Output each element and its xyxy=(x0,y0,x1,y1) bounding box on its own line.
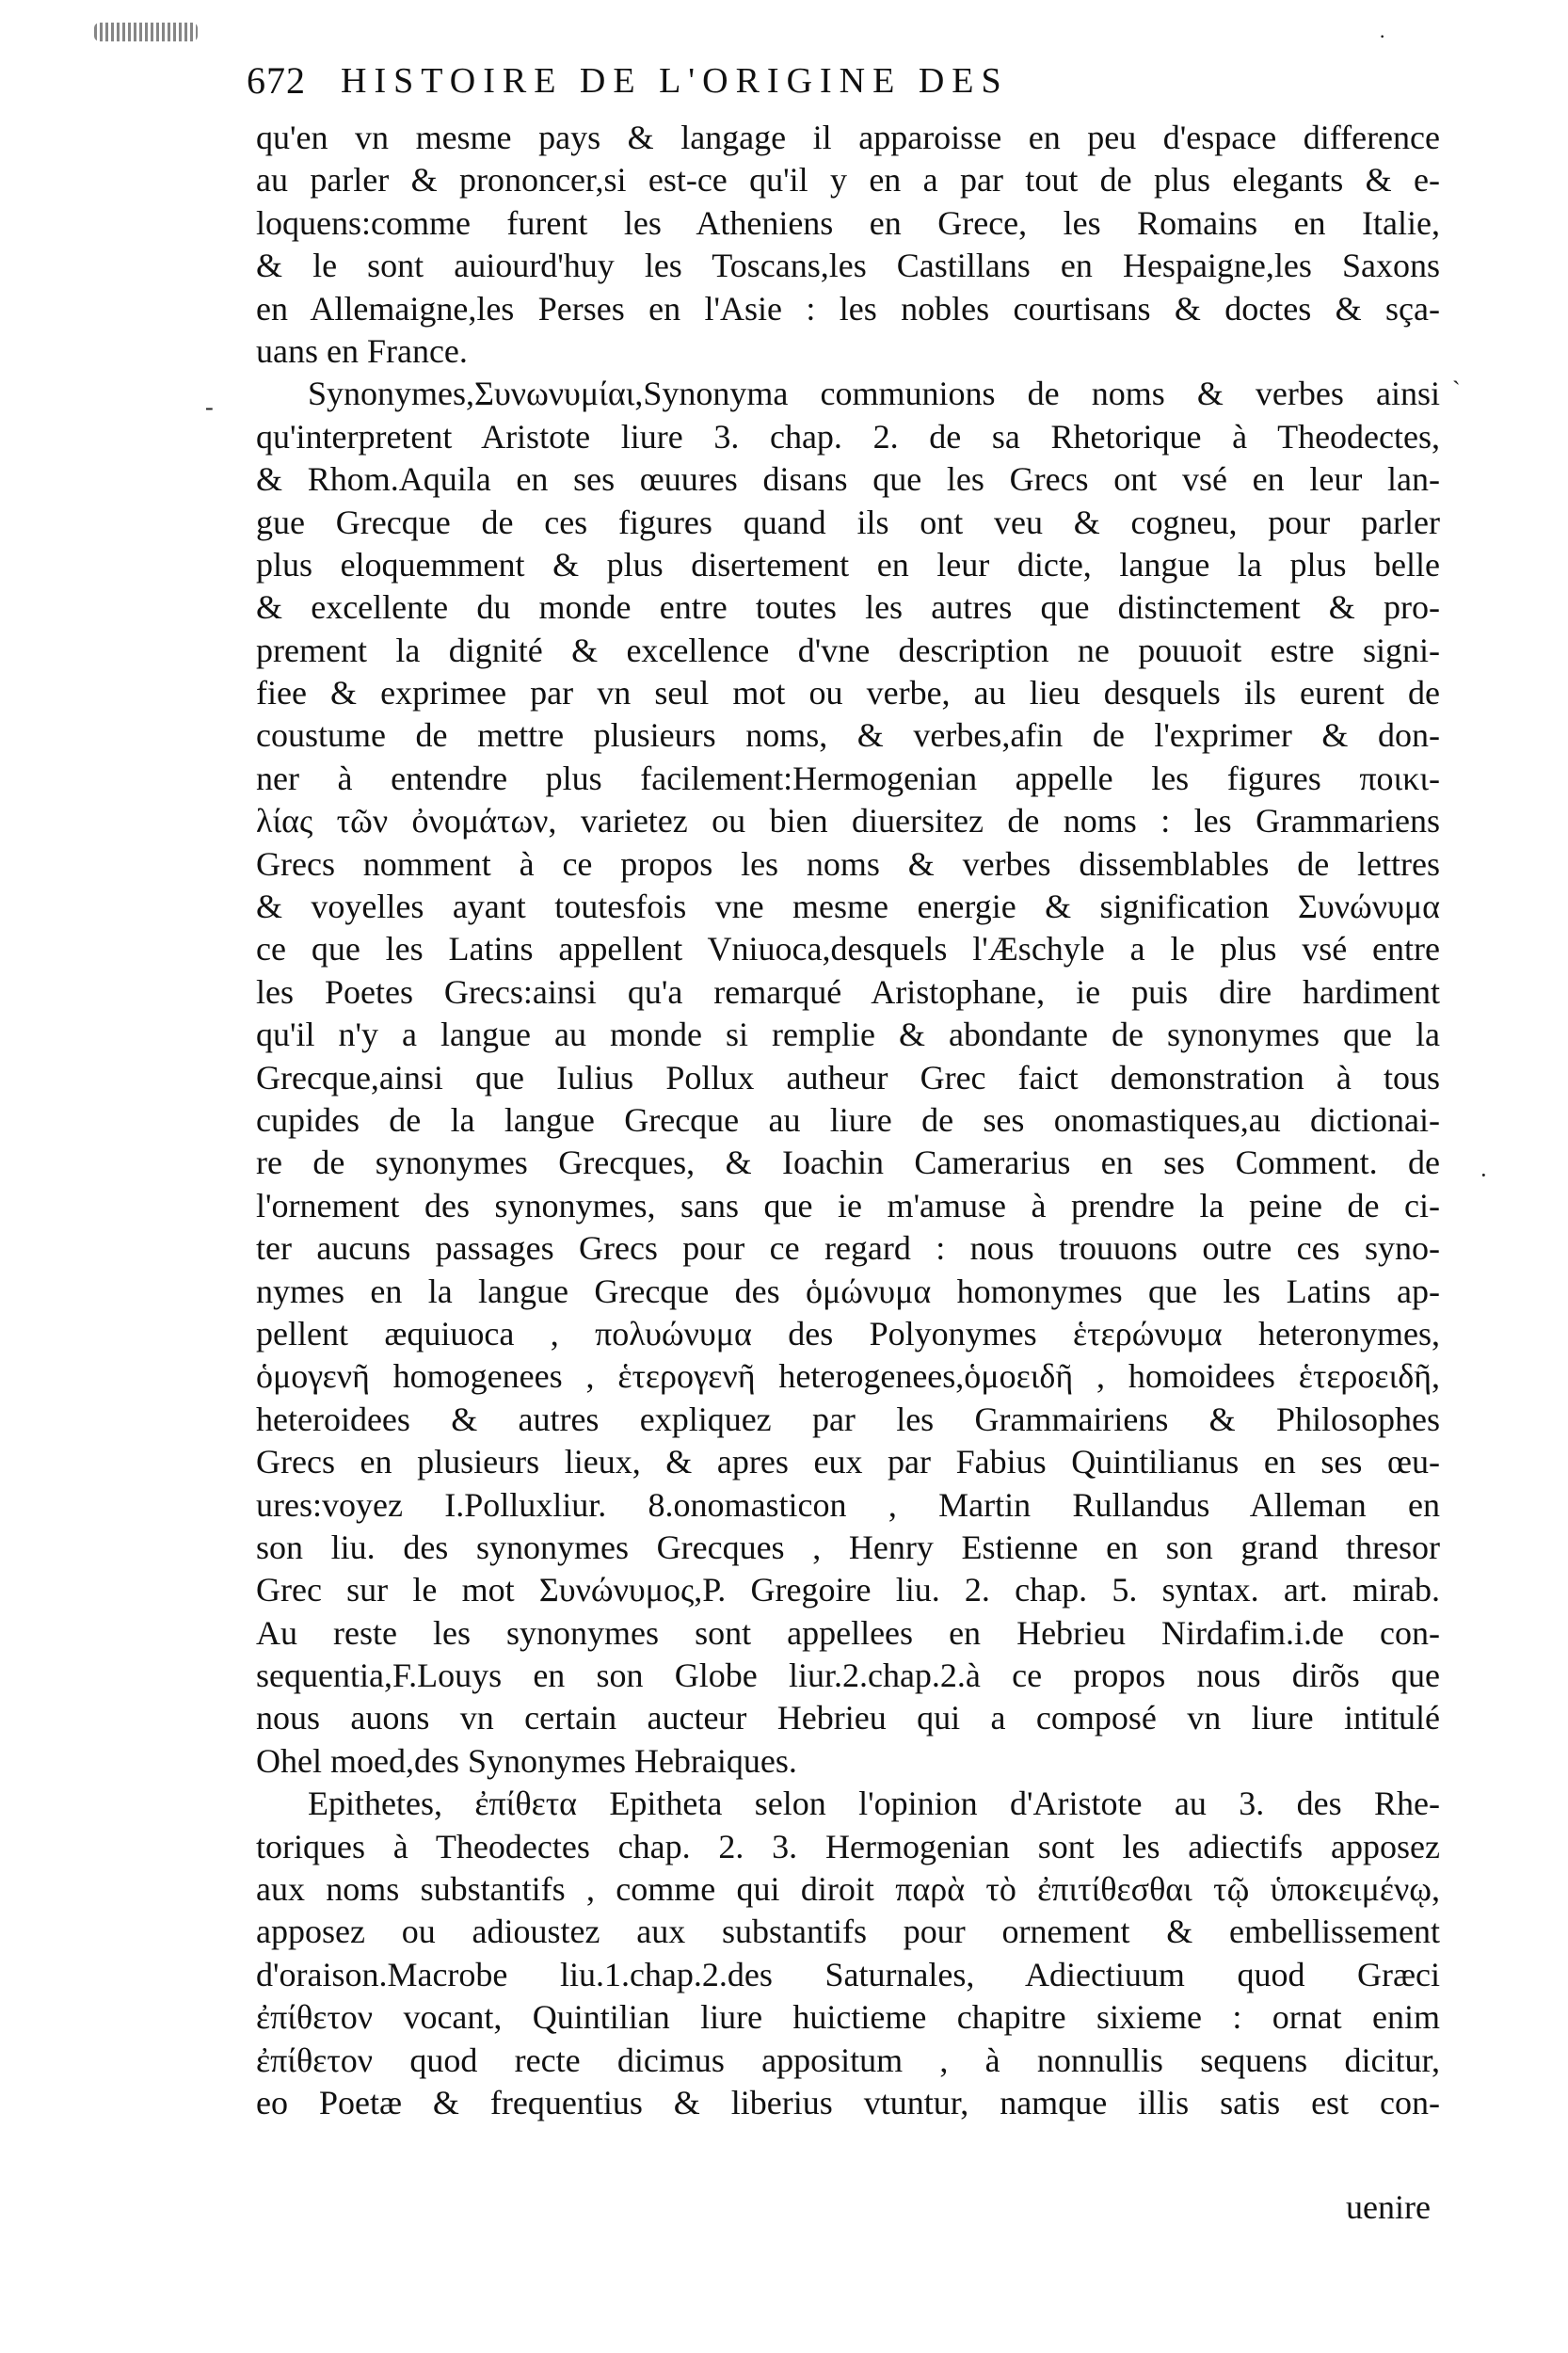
text-line: uans en France. xyxy=(256,331,468,370)
catchword: uenire xyxy=(1346,2188,1431,2226)
text-line: qu'en vn mesme pays & langage il apparoisse en peu d'espace difference xyxy=(256,119,1440,156)
text-line: les Poetes Grecs:ainsi qu'a remarqué Aristophane, ie puis dire hardiment xyxy=(256,972,1440,1011)
text-line: l'ornement des synonymes, sans que ie m'amuse à prendre la peine de ci- xyxy=(256,1186,1440,1225)
margin-mark: ` xyxy=(1452,376,1461,404)
margin-mark: · xyxy=(1480,1161,1488,1189)
text-line: apposez ou adioustez aux substantifs pour ornement & embellissement xyxy=(256,1913,1440,1951)
running-title: HISTOIRE DE L'ORIGINE DES xyxy=(341,61,1009,101)
text-line: plus eloquemment & plus disertement en leur dicte, langue la plus belle xyxy=(256,545,1440,584)
text-line: loquens:comme furent les Atheniens en Grece, les Romains en Italie, xyxy=(256,203,1440,242)
text-line: fiee & exprimee par vn seul mot ou verbe, au lieu desquels ils eurent de xyxy=(256,674,1440,712)
text-line: ures:voyez I.Polluxliur. 8.onomasticon , Martin Rullandus Alleman en xyxy=(256,1485,1440,1524)
printer-ornament xyxy=(94,23,198,41)
text-line: Grecs nomment à ce propos les noms & verbes dissemblables de lettres xyxy=(256,844,1440,883)
text-line: heteroidees & autres expliquez par les Grammairiens & Philosophes xyxy=(256,1400,1440,1438)
text-line: d'oraison.Macrobe liu.1.chap.2.des Saturnales, Adiectiuum quod Græci xyxy=(256,1955,1440,1993)
paragraph-start-epithetes: Epithetes, ἐπίθετα Epitheta selon l'opinion d'Aristote au 3. des Rhe- xyxy=(308,1785,1440,1823)
paragraph-start-synonymes: Synonymes,Συνωνυμίαι,Synonyma communions de noms & verbes ainsi xyxy=(308,375,1440,413)
text-line: pellent æquiuoca , πολυώνυμα des Polyonymes ἑτερώνυμα heteronymes, xyxy=(256,1314,1440,1353)
text-line: ter aucuns passages Grecs pour ce regard : nous trouuons outre ces syno- xyxy=(256,1229,1440,1268)
text-line: au parler & prononcer,si est-ce qu'il y en a par tout de plus elegants & e- xyxy=(256,161,1440,200)
text-line: cupides de la langue Grecque au liure de ses onomastiques,au dictionai- xyxy=(256,1100,1440,1139)
text-line: re de synonymes Grecques, & Ioachin Camerarius en ses Comment. de xyxy=(256,1144,1440,1182)
text-line: qu'il n'y a langue au monde si remplie & abondante de synonymes que la xyxy=(256,1016,1440,1054)
text-line: λίας τῶν ὀνομάτων, varietez ou bien diuersitez de noms : les Grammariens xyxy=(256,802,1440,840)
text-line: nymes en la langue Grecque des ὁμώνυμα homonymes que les Latins ap- xyxy=(256,1272,1440,1310)
margin-mark: - xyxy=(205,393,214,421)
text-line: nous auons vn certain aucteur Hebrieu qui a composé vn liure intitulé xyxy=(256,1699,1440,1737)
text-line: eo Poetæ & frequentius & liberius vtuntur, namque illis satis est con- xyxy=(256,2083,1440,2121)
text-line: ner à entendre plus facilement:Hermogenian appelle les figures ποικι- xyxy=(256,759,1440,797)
text-line: Ohel moed,des Synonymes Hebraiques. xyxy=(256,1741,797,1780)
text-line: prement la dignité & excellence d'vne description ne pouuoit estre signi- xyxy=(256,631,1440,669)
text-line: son liu. des synonymes Grecques , Henry Estienne en son grand thresor xyxy=(256,1528,1440,1566)
text-line: qu'interpretent Aristote liure 3. chap. 2. de sa Rhetorique à Theodectes, xyxy=(256,417,1440,456)
text-line: Au reste les synonymes sont appellees en Hebrieu Nirdafim.i.de con- xyxy=(256,1613,1440,1652)
text-line: & voyelles ayant toutesfois vne mesme energie & signification Συνώνυμα xyxy=(256,888,1440,926)
page-header xyxy=(247,56,1404,109)
text-line: Grecs en plusieurs lieux, & apres eux par Fabius Quintilianus en ses œu- xyxy=(256,1443,1440,1481)
text-line: aux noms substantifs , comme qui diroit παρὰ τὸ ἐπιτίθεσθαι τῷ ὑποκειμένῳ, xyxy=(256,1870,1440,1909)
page-number: 672 xyxy=(247,59,306,102)
text-line: ce que les Latins appellent Vniuoca,desquels l'Æschyle a le plus vsé entre xyxy=(256,930,1440,968)
text-line: gue Grecque de ces figures quand ils ont veu & cogneu, pour parler xyxy=(256,503,1440,541)
text-line: ἐπίθετον vocant, Quintilian liure huictieme chapitre sixieme : ornat enim xyxy=(256,1998,1440,2037)
text-line: & le sont auiourd'huy les Toscans,les Castillans en Hespaigne,les Saxons xyxy=(256,247,1440,285)
text-line: toriques à Theodectes chap. 2. 3. Hermogenian sont les adiectifs apposez xyxy=(256,1827,1440,1865)
text-line: Grecque,ainsi que Iulius Pollux autheur Grec faict demonstration à tous xyxy=(256,1058,1440,1096)
ink-speck: · xyxy=(1379,24,1386,48)
text-line: en Allemaigne,les Perses en l'Asie : les nobles courtisans & doctes & sça- xyxy=(256,289,1440,328)
text-line: ἐπίθετον quod recte dicimus appositum , à nonnullis sequens dicitur, xyxy=(256,2041,1440,2079)
text-line: coustume de mettre plusieurs noms, & verbes,afin de l'exprimer & don- xyxy=(256,716,1440,755)
text-line: & excellente du monde entre toutes les autres que distinctement & pro- xyxy=(256,588,1440,627)
text-line: sequentia,F.Louys en son Globe liur.2.chap.2.à ce propos nous dirõs que xyxy=(256,1657,1440,1695)
text-line: Grec sur le mot Συνώνυμος,P. Gregoire liu. 2. chap. 5. syntax. art. mirab. xyxy=(256,1571,1440,1609)
text-line: & Rhom.Aquila en ses œuures disans que les Grecs ont vsé en leur lan- xyxy=(256,460,1440,499)
body-text xyxy=(256,117,1440,2124)
text-line: ὁμογενῆ homogenees , ἑτερογενῆ heterogenees,ὁμοειδῆ , homoidees ἑτεροειδῆ, xyxy=(256,1357,1440,1396)
